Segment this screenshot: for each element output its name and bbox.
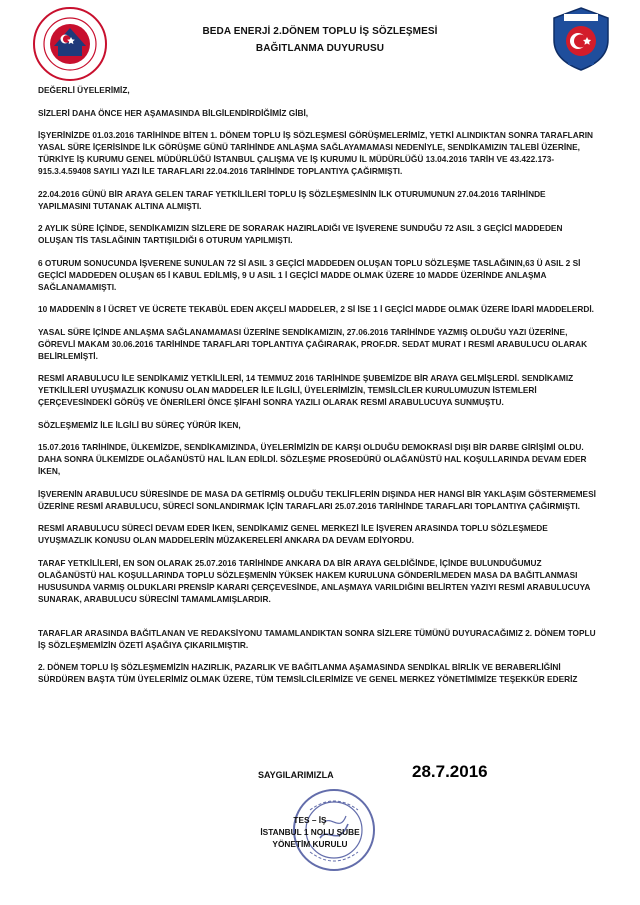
paragraph: 2 AYLIK SÜRE İÇİNDE, SENDİKAMIZIN SİZLERE DE SORARAK HAZIRLADIĞI VE İŞVERENE SUNDUĞU 72 ASIL 3 GEÇİCİ MADDEDEN OLUŞAN TİS TASLAĞININ TARTIŞILDIĞI 6 OTURUM YAPILMIŞTI.: [38, 223, 563, 245]
union-logo-icon: [32, 6, 108, 82]
signature-branch: İSTANBUL 1 NOLU ŞUBE: [260, 827, 360, 837]
paragraph: İŞYERİNİZDE 01.03.2016 TARİHİNDE BİTEN 1. DÖNEM TOPLU İŞ SÖZLEŞMESİ GÖRÜŞMELERİMİZ, YETKİ ALINDIKTAN SONRA TARAFLARIN YASAL SÜRE İÇERİSİNDE İLK GÖRÜŞME GÜNÜ TARİHİNDE ANLAŞMA SAĞLAYAMAMASI NEDENİYLE, SENDİKAMIZIN TALEBİ ÜZERİNE, TÜRKİYE İŞ KURUMU GENEL MÜDÜRLÜĞÜ İSTANBUL ÇALIŞMA VE İŞ KURUMU İL MÜDÜRLÜĞÜ 13.04.2016 TARİH VE 43.422.173-915.3.4.59408 SAYILI YAZI İLE TARAFLARI 22.04.2016 TARİHİNDE TOPLANTIYA ÇAĞIRMIŞTI.: [38, 130, 594, 176]
document-date: 28.7.2016: [412, 762, 488, 781]
paragraph: 10 MADDENİN 8 İ ÜCRET VE ÜCRETE TEKABÜL EDEN AKÇELİ MADDELER, 2 Sİ İSE 1 İ GEÇİCİ MADDE OLMAK ÜZERE İDARİ MADDELERDİ.: [38, 304, 594, 314]
document-body: [38, 84, 598, 696]
paragraph: TARAFLAR ARASINDA BAĞITLANAN VE REDAKSİYONU TAMAMLANDIKTAN SONRA SİZLERE TÜMÜNÜ DUYURACAĞIMIZ 2. DÖNEM TOPLU İŞ SÖZLEŞMEMİZİN ÖZETİ AŞAĞIYA ÇIKARILMIŞTIR.: [38, 627, 596, 650]
paragraph: RESMİ ARABULUCU SÜRECİ DEVAM EDER İKEN, SENDİKAMIZ GENEL MERKEZİ İLE İŞVEREN ARASINDA TOPLU SÖZLEŞMEDE UYUŞMAZLIK KONUSU OLAN MADDELERİN MÜZAKERELERİ ANKARA DA DEVAM EDİYORDU.: [38, 523, 548, 545]
paragraph: 2. DÖNEM TOPLU İŞ SÖZLEŞMEMİZİN HAZIRLIK, PAZARLIK VE BAĞITLANMA AŞAMASINDA SENDİKAL BİRLİK VE BERABERLİĞİNİ SÜRDÜREN BAŞTA TÜM ÜYELERİMİZ OLMAK ÜZERE, TÜM TEMSİLCİLERİMİZE VE GENEL MERKEZ YÖNETİMİMİZE TEŞEKKÜR EDERİZ: [38, 662, 578, 684]
paragraph: TARAF YETKİLİLERİ, EN SON OLARAK 25.07.2016 TARİHİNDE ANKARA DA BİR ARAYA GELDİĞİNDE, İÇİNDE BULUNDUĞUMUZ OLAĞANÜSTÜ HAL KOŞULLARINDA TOPLU SÖZLEŞMENİN YÜKSEK HAKEM KURULUNA GÖNDERİLMEDEN MASA DA BAĞITLANMASI HUSUSUNDA VARMIŞ OLDUKLARI PRENSİP KARARI ÇERÇEVESİNDE, ANLAŞMAYA VARILDIĞINI BELİRTEN YAZIYI RESMİ ARABULUCUYA SUNARAK, ARABULUCU SÜRECİNİ TAMAMLAMIŞLARDIR.: [38, 557, 591, 604]
document-subtitle: BAĞITLANMA DUYURUSU: [255, 43, 385, 54]
paragraph: 6 OTURUM SONUCUNDA İŞVERENE SUNULAN 72 Sİ ASIL 3 GEÇİCİ MADDEDEN OLUŞAN TOPLU SÖZLEŞME TASLAĞININ,63 Ü ASIL 2 Sİ GEÇİCİ MADDEDEN OLUŞAN 65 İ KABUL EDİLMİŞ, 9 U ASIL 1 İ GEÇİCİ MADDE OLMAK ÜZERE 10 MADDE ÜZERİNDE ANLAŞMA SAĞLANAMAMIŞTI.: [38, 257, 581, 292]
document-title: BEDA ENERJİ 2.DÖNEM TOPLU İŞ SÖZLEŞMESİ: [202, 26, 438, 37]
paragraph: 15.07.2016 TARİHİNDE, ÜLKEMİZDE, SENDİKAMIZINDA, ÜYELERİMİZİN DE KARŞI OLDUĞU DEMOKRASİ DIŞI BİR DARBE GİRİŞİMİ OLDU. DAHA SONRA ÜLKEMİZDE OLAĞANÜSTÜ HAL İLAN EDİLDİ. SÖZLEŞME PROSEDÜRÜ OLAĞANÜSTÜ HAL KOŞULLARINDA DEVAM EDER İKEN,: [38, 442, 587, 476]
paragraph: İŞVERENİN ARABULUCU SÜRESİNDE DE MASA DA GETİRMİŞ OLDUĞU TEKLİFLERİN DIŞINDA HER HANGİ BİR YAKLAŞIM GÖSTERMEMESİ ÜZERİNE RESMİ ARABULUCU, SÜRECİ SONLANDIRMAK İÇİN TARAFLARI 25.07.2016 TARİHİNDE TARAFLARI TOPLANTIYA ÇAĞIRMIŞTI.: [38, 488, 596, 511]
closing-text: SAYGILARIMIZLA: [258, 770, 334, 780]
paragraph: YASAL SÜRE İÇİNDE ANLAŞMA SAĞLANAMAMASI ÜZERİNE SENDİKAMIZIN, 27.06.2016 TARİHİNDE YAZMIŞ OLDUĞU YAZI ÜZERİNE, GÖREVLİ MAKAM 30.06.2016 TARİHİNDE TARAFLARI TOPLANTIYA ÇAĞIRARAK, PROF.DR. SEDAT MURAT I RESMİ ARABULUCU OLARAK BELİRLEMİŞTİ.: [38, 326, 588, 361]
paragraph: SİZLERİ DAHA ÖNCE HER AŞAMASINDA BİLGİLENDİRDİĞİMİZ GİBİ,: [38, 107, 309, 118]
paragraph: RESMİ ARABULUCU İLE SENDİKAMIZ YETKİLİLERİ, 14 TEMMUZ 2016 TARİHİNDE ŞUBEMİZDE BİR ARAYA GELMİŞLERDİ. SENDİKAMIZ YETKİLİLERİ UYUŞMAZLIK KONUSU OLAN MADDELER İLE İLGİLİ, ÜYELERİMİZİN, TEMSİLCİLER KURULUMUZUN İSTEMLERİ ÇERÇEVESİNDEKİ GÖRÜŞ VE ÖNERİLERİ ÖNCE ŞİFAHİ SONRA YAZILI OLARAK RESMİ ARABULUCUYA SUNMUŞTU.: [38, 373, 574, 407]
signature-board: YÖNETİM KURULU: [272, 839, 348, 849]
turk-is-logo-icon: [550, 6, 612, 72]
signature-org: TES – İŞ: [293, 815, 327, 825]
paragraph: 22.04.2016 GÜNÜ BİR ARAYA GELEN TARAF YETKİLİLERİ TOPLU İŞ SÖZLEŞMESİNİN İLK OTURUMUNUN 27.04.2016 TARİHİNDE YAPILMASINI TUTANAK ALTINA ALMIŞTI.: [38, 188, 546, 211]
salutation: DEĞERLİ ÜYELERİMİZ,: [38, 85, 130, 95]
paragraph: SÖZLEŞMEMİZ İLE İLGİLİ BU SÜREÇ YÜRÜR İKEN,: [38, 419, 241, 430]
